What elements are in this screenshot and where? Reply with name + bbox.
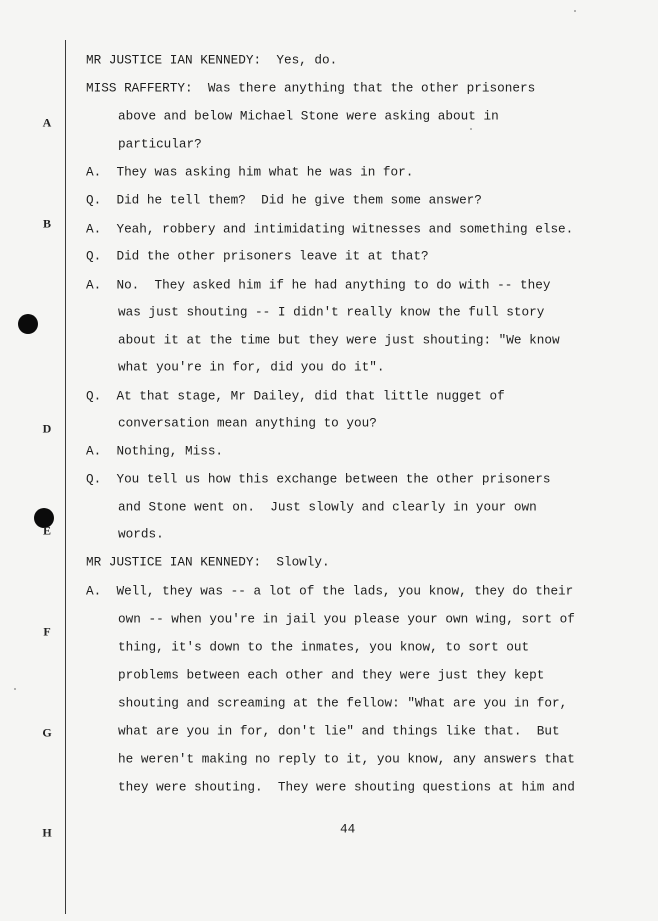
transcript-line: they were shouting. They were shouting questions at him and [118, 779, 575, 795]
margin-rule [65, 40, 66, 914]
transcript-line: A. Yeah, robbery and intimidating witnesses and something else. [86, 221, 574, 237]
transcript-line: about it at the time but they were just shouting: "We know [118, 332, 560, 348]
margin-marker-b: B [42, 216, 51, 231]
transcript-line: A. No. They asked him if he had anything to do with -- they [86, 277, 551, 293]
punch-hole-top [18, 314, 38, 334]
transcript-line: A. Well, they was -- a lot of the lads, you know, they do their [86, 583, 574, 599]
scan-speck [470, 128, 472, 130]
transcript-line: words. [118, 526, 164, 542]
margin-marker-h: H [42, 825, 52, 840]
margin-marker-f: F [43, 624, 51, 639]
transcript-line: Q. You tell us how this exchange between the other prisoners [86, 471, 551, 487]
transcript-line: particular? [118, 136, 202, 152]
scan-speck [574, 10, 576, 12]
transcript-line: Q. At that stage, Mr Dailey, did that little nugget of [86, 388, 505, 404]
transcript-line: problems between each other and they were just they kept [118, 667, 545, 683]
transcript-line: MR JUSTICE IAN KENNEDY: Yes, do. [86, 52, 338, 68]
margin-marker-d: D [42, 421, 52, 436]
transcript-line: and Stone went on. Just slowly and clearly in your own [118, 499, 537, 515]
transcript-line: A. They was asking him what he was in for. [86, 164, 414, 180]
transcript-line: MISS RAFFERTY: Was there anything that the other prisoners [86, 80, 536, 96]
transcript-line: he weren't making no reply to it, you know, any answers that [118, 751, 575, 767]
transcript-line: shouting and screaming at the fellow: "What are you in for, [118, 695, 568, 711]
transcript-line: conversation mean anything to you? [118, 415, 377, 431]
transcript-line: A. Nothing, Miss. [86, 443, 224, 459]
transcript-line: was just shouting -- I didn't really know the full story [118, 304, 545, 320]
transcript-line: MR JUSTICE IAN KENNEDY: Slowly. [86, 554, 330, 570]
transcript-line: own -- when you're in jail you please your own wing, sort of [118, 611, 575, 627]
page-number: 44 [340, 821, 356, 837]
transcript-line: what you're in for, did you do it". [118, 359, 385, 375]
margin-marker-e: E [42, 523, 51, 538]
transcript-line: what are you in for, don't lie" and things like that. But [118, 723, 560, 739]
transcript-line: above and below Michael Stone were asking about in [118, 108, 499, 124]
transcript-line: thing, it's down to the inmates, you know, to sort out [118, 639, 530, 655]
margin-marker-a: A [42, 115, 52, 130]
scan-speck [14, 688, 16, 690]
transcript-line: Q. Did he tell them? Did he give them some answer? [86, 192, 482, 208]
margin-marker-g: G [42, 725, 52, 740]
transcript-line: Q. Did the other prisoners leave it at that? [86, 248, 429, 264]
